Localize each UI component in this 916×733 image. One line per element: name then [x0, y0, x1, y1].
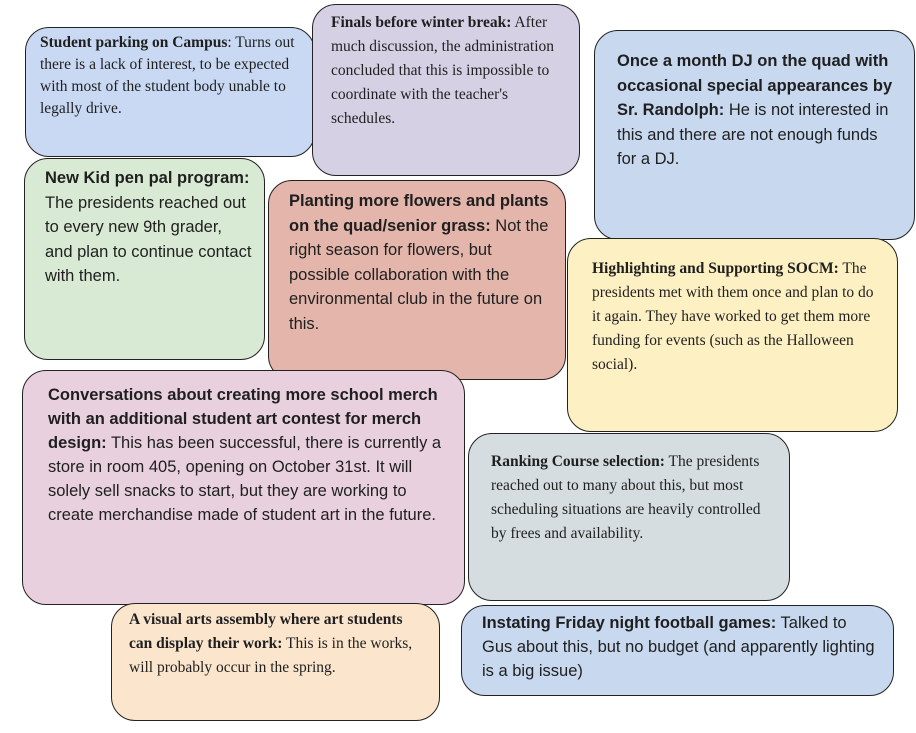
note-body: The presidents met with them once and plan to do it again. They have worked to get them more funding for events (such as the Halloween social).: [592, 260, 874, 373]
note-body: This is in the works, will probably occur in the spring.: [129, 635, 413, 676]
note-text: [491, 450, 777, 546]
note-text: [129, 608, 427, 680]
note-school-merch: [22, 370, 465, 605]
note-planting-flowers: [268, 180, 566, 380]
note-text: [331, 11, 569, 131]
note-pen-pal-program: [24, 158, 265, 360]
note-title: Highlighting and Supporting SOCM:: [592, 260, 839, 277]
note-student-parking: [25, 27, 315, 157]
note-body: After much discussion, the administration concluded that this is impossible to coordinate with the teacher's schedules.: [331, 14, 555, 127]
note-body: : Turns out there is a lack of interest, to be expected with most of the student body unable to legally drive.: [40, 34, 295, 117]
note-supporting-socm: [567, 238, 898, 432]
note-title: Planting more flowers and plants on the quad/senior grass:: [289, 192, 549, 235]
note-title: New Kid pen pal program:: [45, 169, 250, 187]
note-title: Once a month DJ on the quad with occasional special appearances by Sr. Randolph:: [617, 52, 893, 119]
note-title: Instating Friday night football games:: [482, 614, 777, 632]
note-body: Not the right season for flowers, but possible collaboration with the environmental club in the future on this.: [289, 216, 549, 333]
note-text: [289, 189, 553, 336]
note-body: Talked to Gus about this, but no budget (and apparently lighting is a big issue): [482, 614, 875, 680]
note-title: Student parking on Campus: [40, 34, 228, 51]
note-visual-arts-assembly: [111, 603, 440, 721]
note-title: Conversations about creating more school merch with an additional student art contest for merch design:: [48, 386, 438, 452]
note-ranking-course-selection: [468, 433, 790, 601]
note-title: Finals before winter break:: [331, 14, 512, 31]
note-text: [45, 166, 254, 289]
note-text: [617, 49, 900, 172]
note-body: The presidents reached out to many about this, but most scheduling situations are heavily controlled by frees and availability.: [491, 453, 761, 542]
note-body: The presidents reached out to every new 9th grader, and plan to continue contact with them.: [45, 193, 252, 285]
note-friday-night-football: [461, 605, 894, 696]
note-dj-on-the-quad: [594, 30, 915, 240]
note-finals-before-winter-break: [312, 4, 580, 176]
note-body: He is not interested in this and there are not enough funds for a DJ.: [617, 101, 889, 168]
note-title: Ranking Course selection:: [491, 453, 665, 470]
note-text: [40, 32, 304, 120]
note-text: [48, 383, 452, 527]
note-title: A visual arts assembly where art students can display their work:: [129, 611, 403, 652]
note-text: [592, 257, 885, 377]
note-text: [482, 611, 881, 683]
note-body: This has been successful, there is currently a store in room 405, opening on October 31st. It will solely sell snacks to start, but they are working to create merchandise made of student art in the future.: [48, 434, 442, 524]
